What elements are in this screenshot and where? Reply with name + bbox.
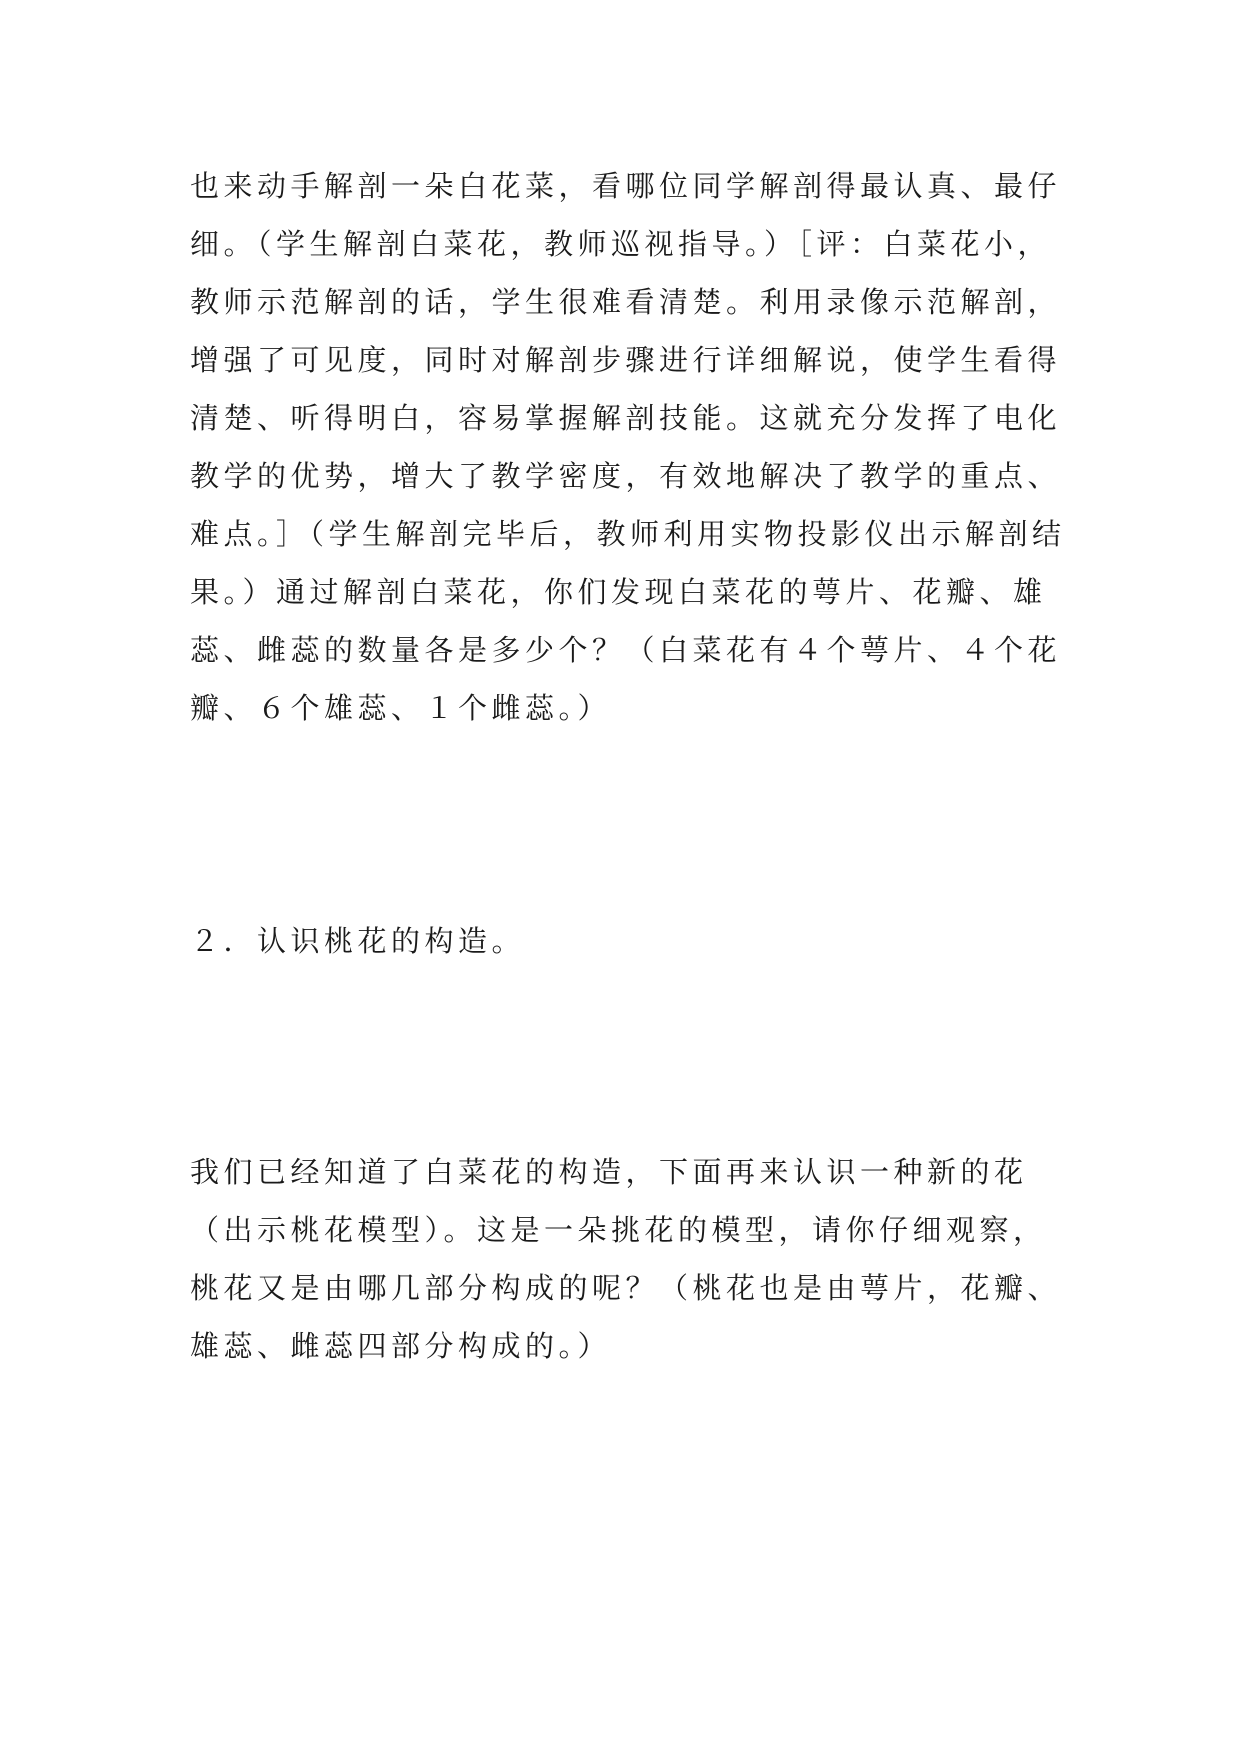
paragraph-line: （出示桃花模型）。这是一朵挑花的模型，请你仔细观察，	[190, 1213, 1047, 1247]
paragraph-line: 桃花又是由哪几部分构成的呢？（桃花也是由萼片，花瓣、	[190, 1271, 1062, 1305]
section-heading-text: ２．认识桃花的构造。	[190, 924, 526, 958]
paragraph-line: 细。（学生解剖白菜花，教师巡视指导。）［评：白菜花小，	[190, 227, 1052, 261]
paragraph-line: 教师示范解剖的话，学生很难看清楚。利用录像示范解剖，	[190, 285, 1062, 319]
paragraph-line: 瓣、６个雄蕊、１个雌蕊。）	[190, 691, 612, 725]
body-paragraph	[190, 157, 1070, 737]
paragraph-line: 果。）通过解剖白菜花，你们发现白菜花的萼片、花瓣、雄	[190, 575, 1047, 609]
paragraph-line: 增强了可见度，同时对解剖步骤进行详细解说，使学生看得	[190, 343, 1062, 377]
paragraph-line: 我们已经知道了白菜花的构造，下面再来认识一种新的花	[190, 1155, 1028, 1189]
paragraph-line: 清楚、听得明白，容易掌握解剖技能。这就充分发挥了电化	[190, 401, 1062, 435]
paragraph-line: 蕊、雌蕊的数量各是多少个？（白菜花有４个萼片、４个花	[190, 633, 1062, 667]
body-paragraph	[190, 1143, 1070, 1375]
paragraph-line: 雄蕊、雌蕊四部分构成的。）	[190, 1329, 612, 1363]
paragraph-line: 也来动手解剖一朵白花菜，看哪位同学解剖得最认真、最仔	[190, 169, 1062, 203]
paragraph-line: 教学的优势，增大了教学密度，有效地解决了教学的重点、	[190, 459, 1062, 493]
paragraph-line: 难点。］（学生解剖完毕后，教师利用实物投影仪出示解剖结	[190, 517, 1066, 551]
section-heading	[190, 912, 1070, 970]
